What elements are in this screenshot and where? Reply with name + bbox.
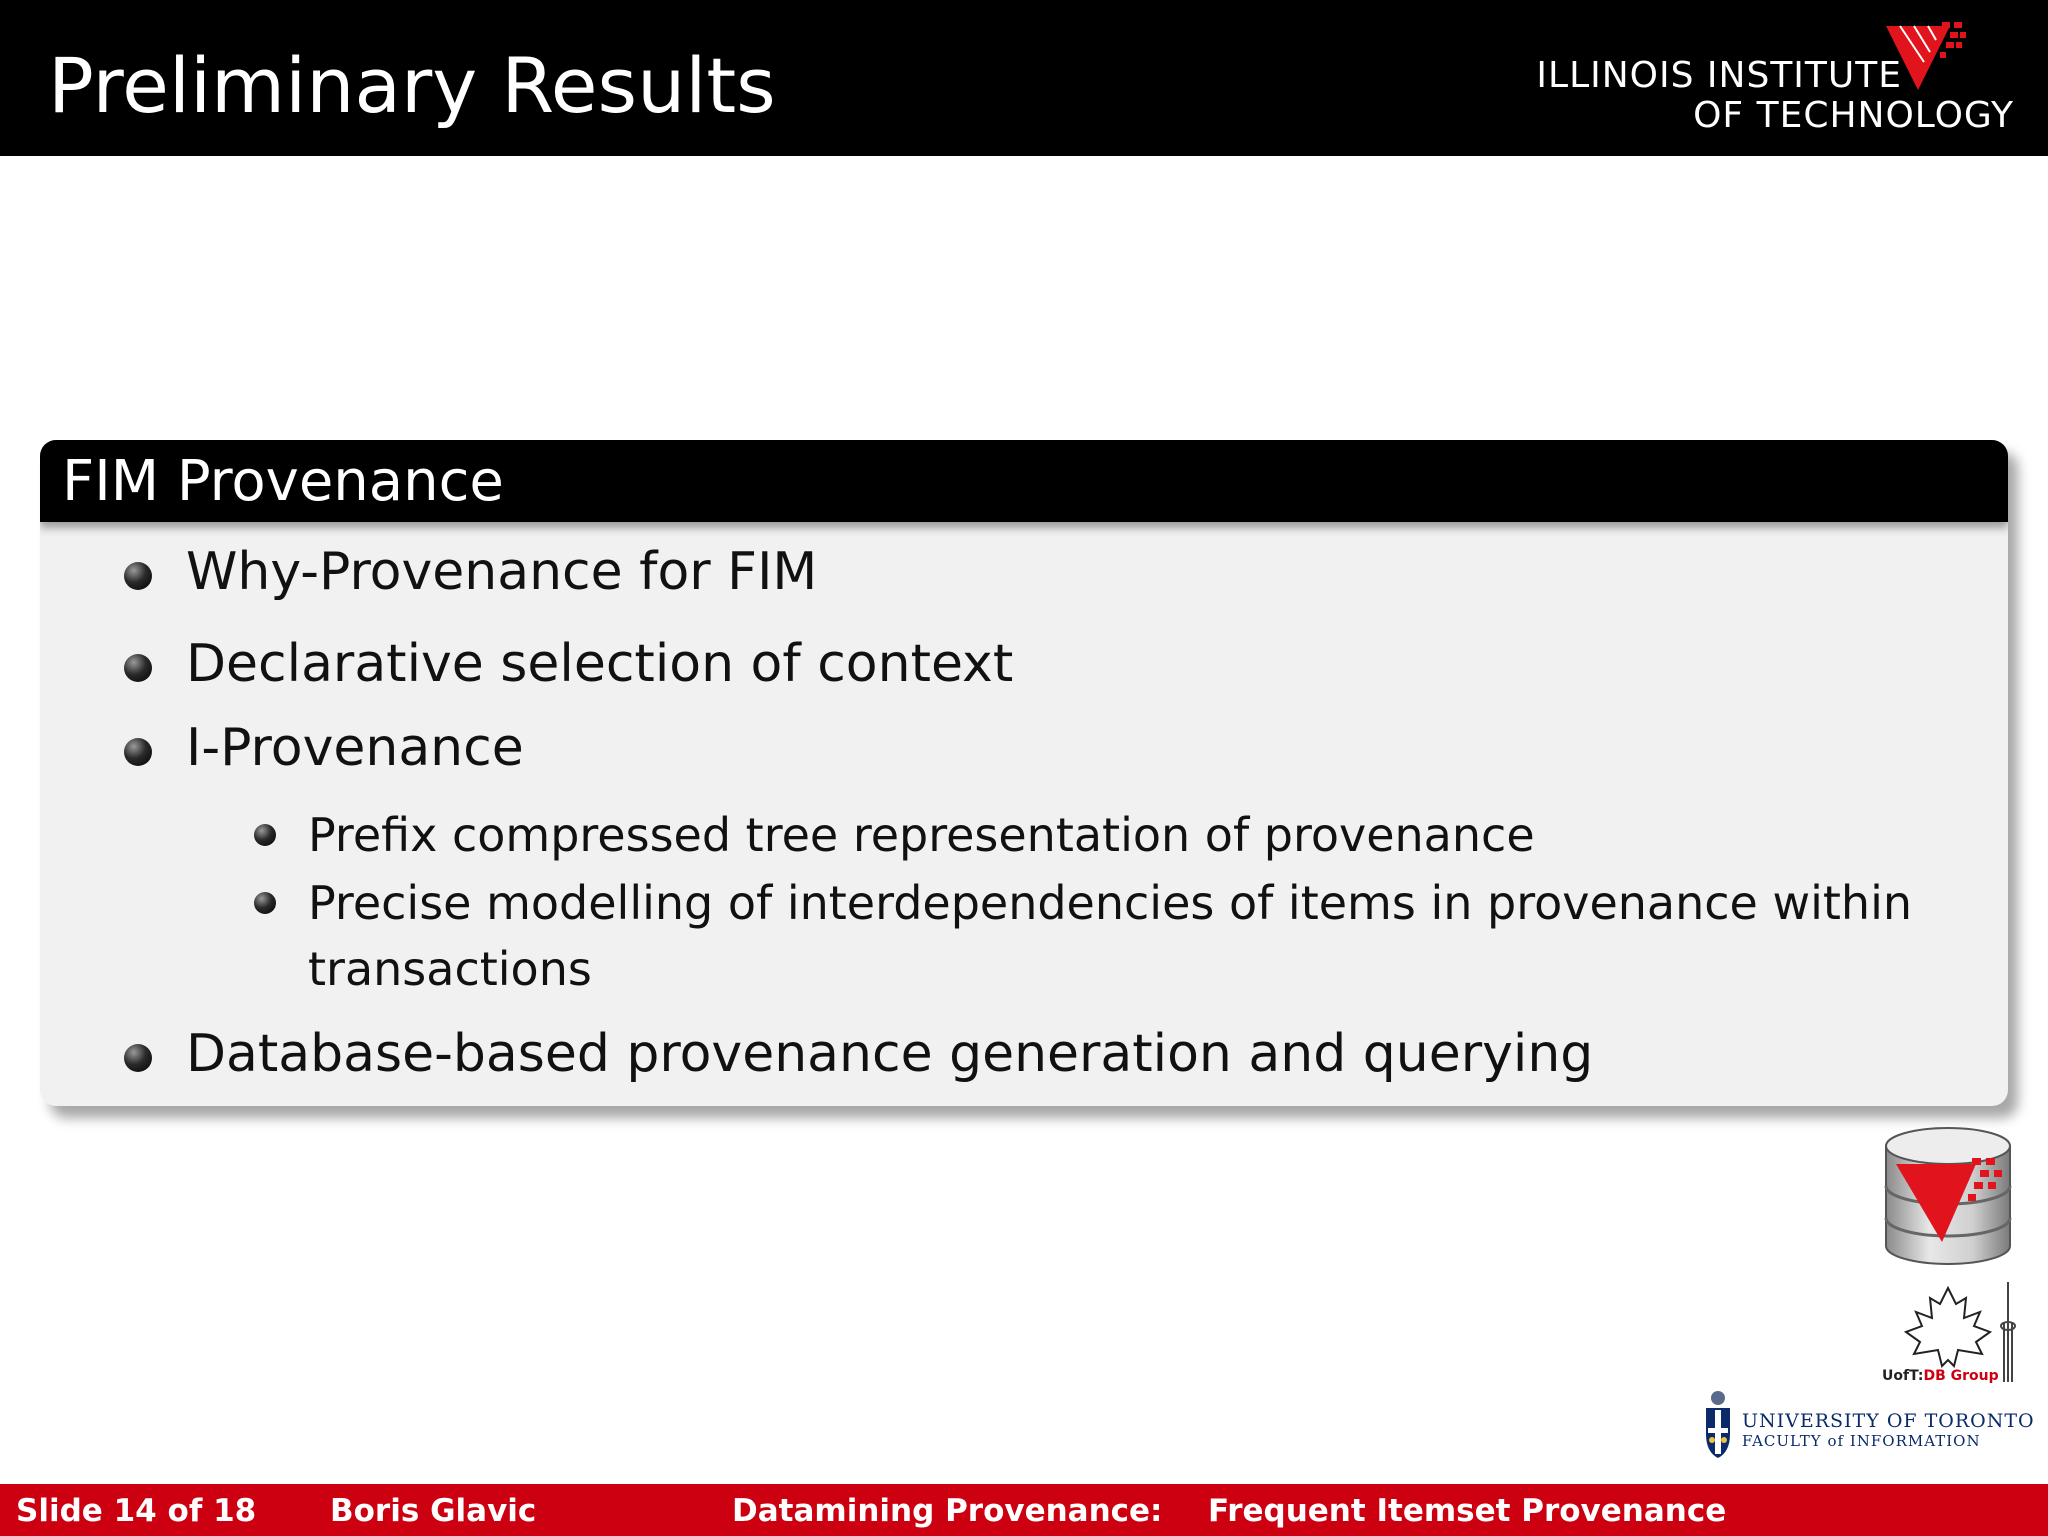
- uoft-name: UNIVERSITY OF TORONTO: [1742, 1410, 2035, 1432]
- iit-logo-icon: [1880, 22, 1970, 94]
- iit-logo-line2: OF TECHNOLOGY: [1693, 95, 2014, 136]
- sub-list-item: Precise modelling of interdependencies of items in provenance within: [308, 876, 1913, 930]
- sub-list-item-continuation: transactions: [308, 942, 592, 996]
- uoft-db-group-label: [1882, 1368, 1999, 1384]
- block-title-bar: [40, 440, 2008, 522]
- list-item: Database-based provenance generation and querying: [186, 1024, 1594, 1084]
- uoft-faculty: FACULTY of INFORMATION: [1742, 1432, 1981, 1450]
- sub-bullet-icon: [254, 824, 276, 846]
- database-icon: [1880, 1124, 2016, 1270]
- bullet-icon: [124, 654, 152, 682]
- iit-logo-line1: ILLINOIS INSTITUTE: [1536, 55, 1902, 96]
- uoft-faculty-logo: [1702, 1388, 2035, 1466]
- slide-footer: [0, 1484, 2048, 1536]
- footer-author: Boris Glavic: [330, 1493, 537, 1529]
- cn-tower-icon: [2001, 1282, 2015, 1382]
- list-item: Why-Provenance for FIM: [186, 542, 818, 602]
- list-item: I-Provenance: [186, 718, 524, 778]
- footer-topic: Frequent Itemset Provenance: [1208, 1493, 1727, 1529]
- bullet-icon: [124, 738, 152, 766]
- slide-number: Slide 14 of 18: [16, 1493, 257, 1529]
- list-item: Declarative selection of context: [186, 634, 1014, 694]
- slide-header: [0, 0, 2048, 156]
- uoft-db-group-prefix: UofT:: [1882, 1368, 1924, 1384]
- uoft-db-group-name: DB Group: [1923, 1368, 1999, 1384]
- bullet-icon: [124, 1044, 152, 1072]
- block-title: FIM Provenance: [62, 449, 504, 514]
- footer-subject: Datamining Provenance:: [732, 1493, 1163, 1529]
- sub-list-item: Prefix compressed tree representation of provenance: [308, 808, 1535, 862]
- sub-bullet-icon: [254, 892, 276, 914]
- slide-title: Preliminary Results: [48, 41, 776, 130]
- bullet-icon: [124, 562, 152, 590]
- iit-logo: [1494, 22, 2014, 138]
- fim-provenance-block: [40, 440, 2008, 1106]
- uoft-crest-icon: [1702, 1388, 1734, 1460]
